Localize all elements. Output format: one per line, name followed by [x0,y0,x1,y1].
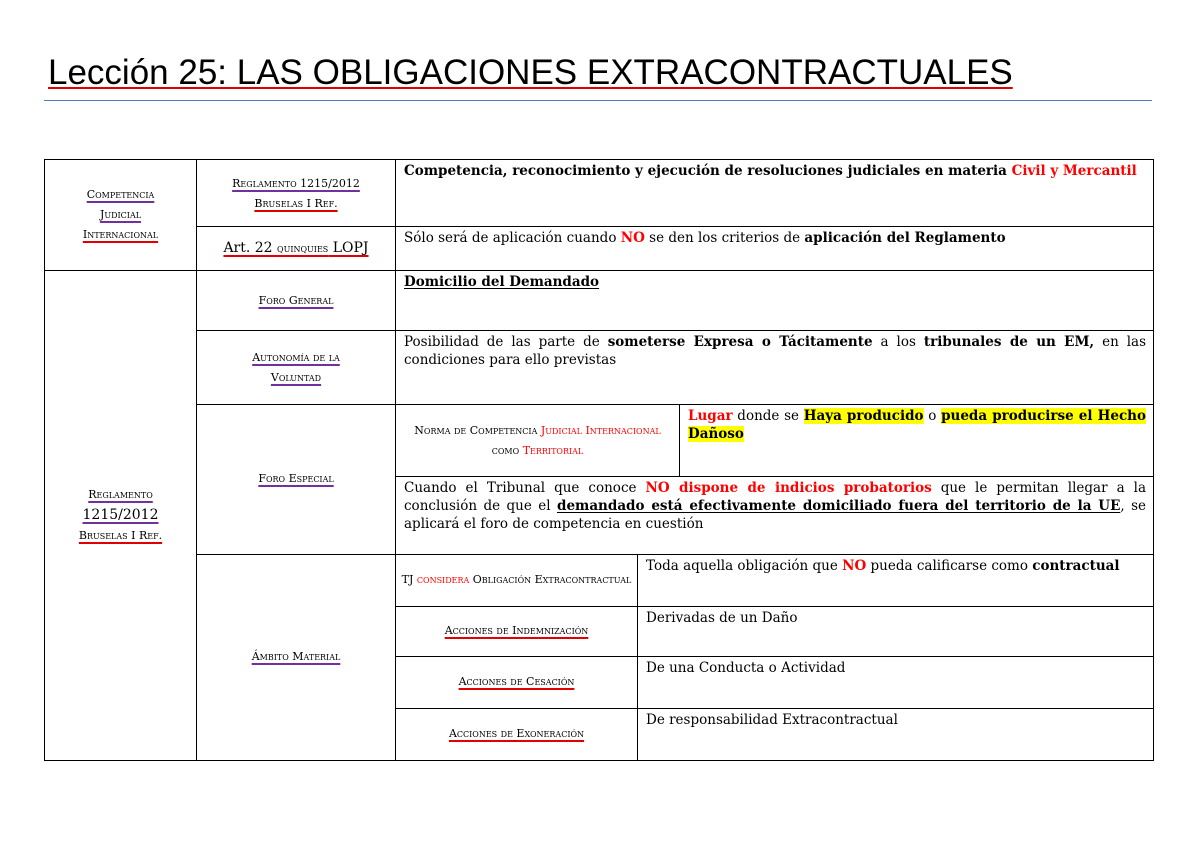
reglamento-description: Competencia, reconocimiento y ejecución de resoluciones judiciales en materia Civil y Mercantil [396,160,1154,227]
autonomia-text: Posibilidad de las parte de someterse Expresa o Tácitamente a los tribunales de un EM, en las condiciones para ello previstas [396,331,1154,405]
exoneracion-text: De responsabilidad Extracontractual [638,708,1154,760]
competencia-judicial-label [45,160,197,271]
page-title: Lección 25: LAS OBLIGACIONES EXTRACONTRACTUALES [48,53,1013,92]
foro-especial-label: Foro Especial [197,405,396,554]
lopj-label: Art. 22 quinquies LOPJ [197,227,396,271]
autonomia-label: Autonomía de la Voluntad [197,331,396,405]
reglamento-label: Reglamento 1215/2012 Bruselas I Ref. [197,160,396,227]
lugar-text: Lugar donde se Haya producido o pueda producirse el Hecho Dañoso [680,405,1154,477]
label-line: Internacional [82,228,159,242]
lopj-description: Sólo será de aplicación cuando NO se den los criterios de aplicación del Reglamento [396,227,1154,271]
foro-general-text: Domicilio del Demandado [396,271,1154,331]
title-rule [44,100,1152,101]
indemnizacion-label: Acciones de Indemnización [396,606,638,656]
reglamento-section-label: Reglamento 1215/2012 Bruselas I Ref. [45,271,197,761]
tj-considera-text: Toda aquella obligación que NO pueda calificarse como contractual [638,554,1154,606]
label-line: Competencia [86,188,155,202]
foro-general-label: Foro General [197,271,396,331]
cesacion-label: Acciones de Cesación [396,656,638,708]
exoneracion-label: Acciones de Exoneración [396,708,638,760]
ambito-material-label: Ámbito Material [197,554,396,760]
tj-considera-label: TJ considera Obligación Extracontractual [396,554,638,606]
cesacion-text: De una Conducta o Actividad [638,656,1154,708]
tribunal-text: Cuando el Tribunal que conoce NO dispone de indicios probatorios que le permitan llegar a la conclusión de que el demandado está efectivamente domiciliado fuera del territorio de la UE, se aplicará el foro de competencia en cuestión [396,477,1154,554]
indemnizacion-text: Derivadas de un Daño [638,606,1154,656]
obligations-table [44,159,1154,761]
label-line: Judicial [99,208,142,222]
norma-competencia-label: Norma de Competencia Judicial Internacional como Territorial [396,405,680,477]
